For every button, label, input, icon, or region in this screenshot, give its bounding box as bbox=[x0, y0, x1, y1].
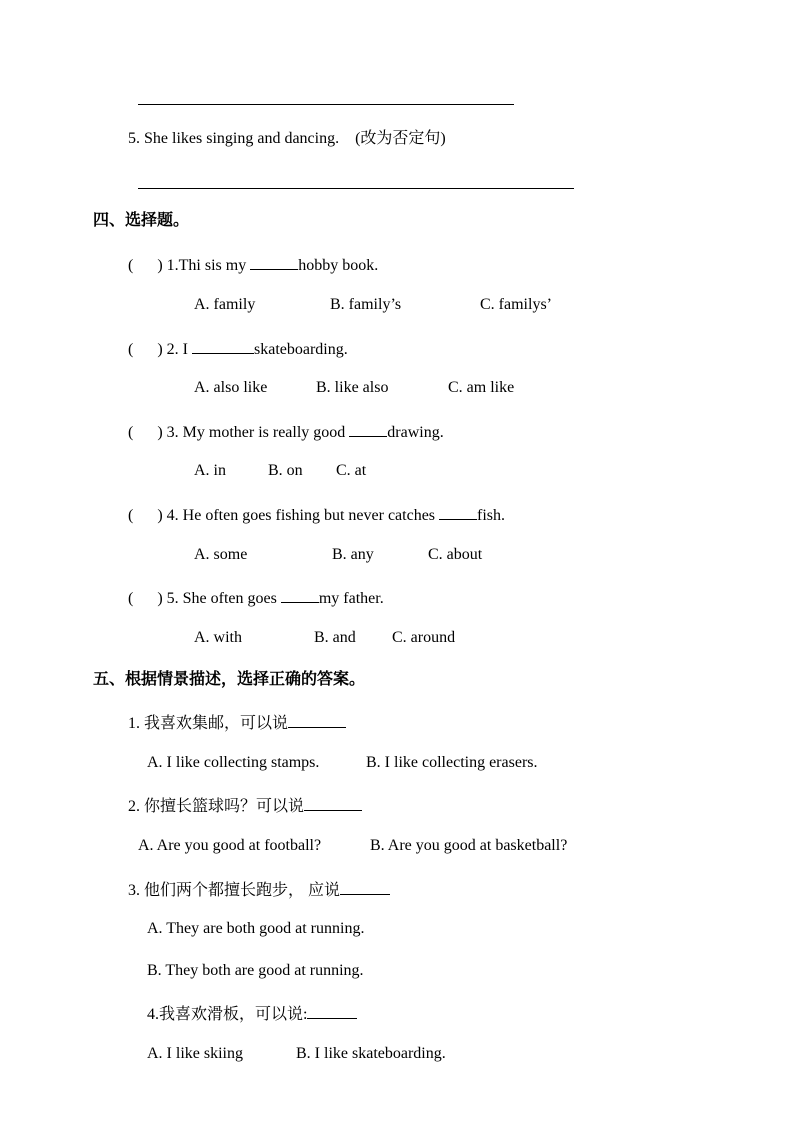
option-a: A. also like bbox=[194, 379, 268, 396]
question-text: ) 5. She often goes bbox=[157, 590, 281, 607]
situation-question-3 bbox=[128, 878, 390, 901]
question-text: ) 3. My mother is really good bbox=[157, 424, 350, 441]
option-a: A. family bbox=[194, 296, 256, 313]
fill-blank bbox=[281, 586, 319, 603]
option-c: C. around bbox=[392, 629, 456, 646]
option-c: C. at bbox=[336, 462, 367, 479]
option-a: A. They are both good at running. bbox=[147, 920, 365, 937]
option-a: A. some bbox=[194, 546, 248, 563]
answer-paren: ( bbox=[128, 507, 134, 524]
question-text: 5. She likes singing and dancing. bbox=[128, 130, 340, 147]
option-b: B. and bbox=[314, 629, 356, 646]
answer-paren: ( bbox=[128, 341, 134, 358]
question-text: 4.我喜欢滑板，可以说: bbox=[147, 1006, 308, 1023]
choice-question-1 bbox=[128, 253, 378, 276]
section-heading-choice: 四、选择题。 bbox=[93, 212, 190, 229]
option-b: B. I like skateboarding. bbox=[296, 1045, 446, 1062]
choice-question-2 bbox=[128, 337, 348, 360]
fill-blank bbox=[340, 878, 390, 895]
situation-question-1 bbox=[128, 711, 346, 734]
option-a: A. Are you good at football? bbox=[138, 837, 322, 854]
option-b: B. They both are good at running. bbox=[147, 962, 364, 979]
question-text: ) 1.Thi sis my bbox=[157, 257, 251, 274]
question-text: ) 2. I bbox=[157, 341, 192, 358]
question-text: 1. 我喜欢集邮，可以说 bbox=[128, 715, 289, 732]
fill-blank bbox=[288, 711, 346, 728]
option-b: B. I like collecting erasers. bbox=[366, 754, 538, 771]
option-a: A. I like collecting stamps. bbox=[147, 754, 320, 771]
answer-paren: ( bbox=[128, 424, 134, 441]
fill-blank bbox=[304, 794, 362, 811]
question-text: 3. 他们两个都擅长跑步， 应说 bbox=[128, 882, 341, 899]
option-b: B. family’s bbox=[330, 296, 402, 313]
question-text-end: my father. bbox=[318, 590, 384, 607]
question-text-end: skateboarding. bbox=[253, 341, 348, 358]
situation-question-4 bbox=[147, 1002, 357, 1025]
option-a: A. in bbox=[194, 462, 226, 479]
option-b: B. on bbox=[268, 462, 303, 479]
question-text: 2. 你擅长篮球吗？可以说 bbox=[128, 798, 305, 815]
option-b: B. Are you good at basketball? bbox=[370, 837, 568, 854]
question-text-end: drawing. bbox=[387, 424, 444, 441]
option-c: C. about bbox=[428, 546, 483, 563]
fill-blank bbox=[250, 253, 298, 270]
option-c: C. familys’ bbox=[480, 296, 552, 313]
choice-question-4 bbox=[128, 503, 505, 526]
answer-paren: ( bbox=[128, 590, 134, 607]
answer-paren: ( bbox=[128, 257, 134, 274]
situation-question-2 bbox=[128, 794, 362, 817]
option-c: C. am like bbox=[448, 379, 515, 396]
question-text-end: fish. bbox=[477, 507, 506, 524]
option-a: A. with bbox=[194, 629, 242, 646]
question-text: ) 4. He often goes fishing but never catches bbox=[157, 507, 440, 524]
fill-blank bbox=[192, 337, 254, 354]
option-a: A. I like skiing bbox=[147, 1045, 243, 1062]
question-note: (改为否定句) bbox=[355, 130, 446, 147]
answer-line bbox=[138, 104, 514, 105]
section-heading-situation: 五、根据情景描述，选择正确的答案。 bbox=[93, 671, 366, 688]
question-text-end: hobby book. bbox=[298, 257, 379, 274]
option-b: B. like also bbox=[316, 379, 389, 396]
choice-question-5 bbox=[128, 586, 384, 609]
answer-line bbox=[138, 188, 574, 189]
fill-blank bbox=[307, 1002, 357, 1019]
choice-question-3 bbox=[128, 420, 444, 443]
rewrite-question-5 bbox=[128, 129, 446, 149]
fill-blank bbox=[349, 420, 387, 437]
fill-blank bbox=[439, 503, 477, 520]
option-b: B. any bbox=[332, 546, 374, 563]
